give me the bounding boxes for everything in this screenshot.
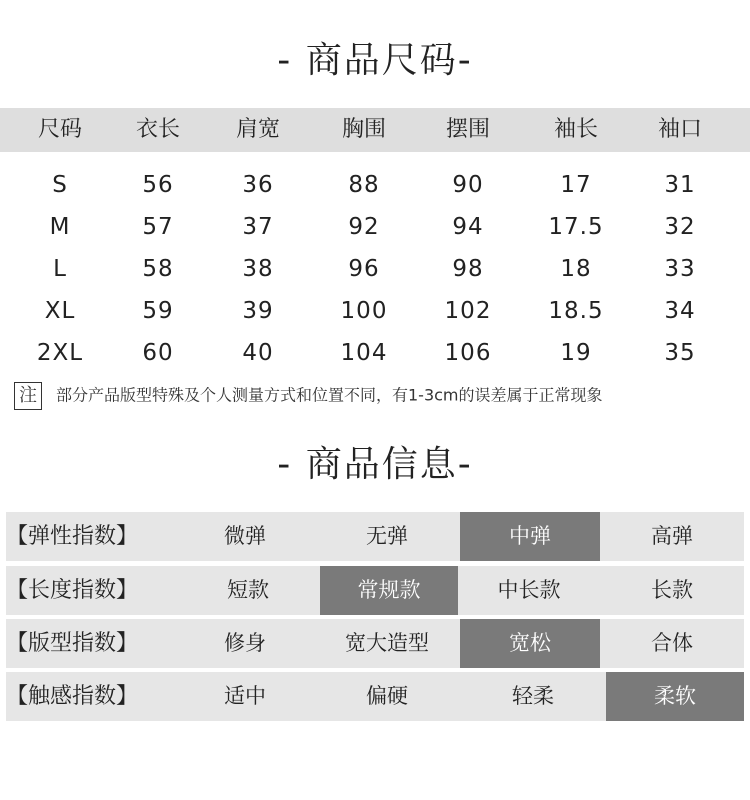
option: 偏硬 (366, 684, 408, 708)
measurement-note (14, 380, 744, 410)
selected-option: 中弹 (460, 512, 600, 561)
cell-sleeve: 17 (560, 172, 592, 198)
cell-size: L (53, 256, 67, 282)
cell-cuff: 34 (664, 298, 696, 324)
header-chest: 胸围 (341, 117, 386, 142)
cell-sleeve: 18 (560, 256, 592, 282)
table-row (0, 206, 750, 248)
cell-size: 2XL (36, 340, 84, 366)
cell-hem: 102 (444, 298, 492, 324)
info-section-title: - 商品信息- (277, 444, 473, 485)
cell-shoulder: 36 (242, 172, 274, 198)
info-row-fit (6, 619, 744, 668)
cell-hem: 106 (444, 340, 492, 366)
option: 宽大造型 (345, 631, 429, 655)
selected-option: 柔软 (606, 672, 744, 721)
table-row (0, 332, 750, 374)
info-row-length (6, 566, 744, 615)
option: 无弹 (366, 524, 408, 548)
table-row (0, 290, 750, 332)
cell-chest: 104 (340, 340, 388, 366)
option: 合体 (651, 631, 693, 655)
cell-length: 58 (142, 256, 174, 282)
header-size: 尺码 (37, 117, 82, 142)
cell-cuff: 33 (664, 256, 696, 282)
table-row (0, 164, 750, 206)
info-row-touch (6, 672, 744, 721)
cell-hem: 94 (452, 214, 484, 240)
info-label: 【弹性指数】 (6, 524, 139, 549)
cell-cuff: 35 (664, 340, 696, 366)
cell-sleeve: 19 (560, 340, 592, 366)
cell-size: XL (44, 298, 76, 324)
cell-size: M (49, 214, 71, 240)
cell-shoulder: 40 (242, 340, 274, 366)
header-shoulder: 肩宽 (235, 117, 280, 142)
info-row-elasticity (6, 512, 744, 561)
option: 修身 (224, 631, 266, 655)
header-cuff: 袖口 (657, 117, 702, 142)
cell-sleeve: 18.5 (548, 298, 604, 324)
cell-shoulder: 39 (242, 298, 274, 324)
header-sleeve: 袖长 (553, 117, 598, 142)
option: 高弹 (651, 524, 693, 548)
option: 微弹 (224, 524, 266, 548)
cell-chest: 100 (340, 298, 388, 324)
info-label: 【触感指数】 (6, 684, 139, 709)
size-table-header (0, 108, 750, 152)
cell-chest: 96 (348, 256, 380, 282)
cell-hem: 90 (452, 172, 484, 198)
cell-chest: 88 (348, 172, 380, 198)
note-text: 部分产品版型特殊及个人测量方式和位置不同，有1-3cm的误差属于正常现象 (56, 385, 603, 405)
cell-chest: 92 (348, 214, 380, 240)
cell-length: 56 (142, 172, 174, 198)
info-label: 【版型指数】 (6, 631, 139, 656)
note-mark: 注 (14, 382, 42, 410)
option: 短款 (227, 578, 269, 602)
cell-shoulder: 37 (242, 214, 274, 240)
size-section-title: - 商品尺码- (277, 40, 473, 81)
cell-shoulder: 38 (242, 256, 274, 282)
cell-sleeve: 17.5 (548, 214, 604, 240)
option: 中长款 (497, 578, 561, 602)
header-hem: 摆围 (445, 117, 490, 142)
option: 轻柔 (512, 684, 554, 708)
header-length: 衣长 (135, 117, 180, 142)
option: 适中 (224, 684, 266, 708)
cell-length: 59 (142, 298, 174, 324)
cell-hem: 98 (452, 256, 484, 282)
cell-length: 57 (142, 214, 174, 240)
cell-length: 60 (142, 340, 174, 366)
info-label: 【长度指数】 (6, 578, 139, 603)
cell-size: S (52, 172, 68, 198)
cell-cuff: 32 (664, 214, 696, 240)
selected-option: 宽松 (460, 619, 600, 668)
option: 长款 (651, 578, 693, 602)
cell-cuff: 31 (664, 172, 696, 198)
selected-option: 常规款 (320, 566, 458, 615)
table-row (0, 248, 750, 290)
